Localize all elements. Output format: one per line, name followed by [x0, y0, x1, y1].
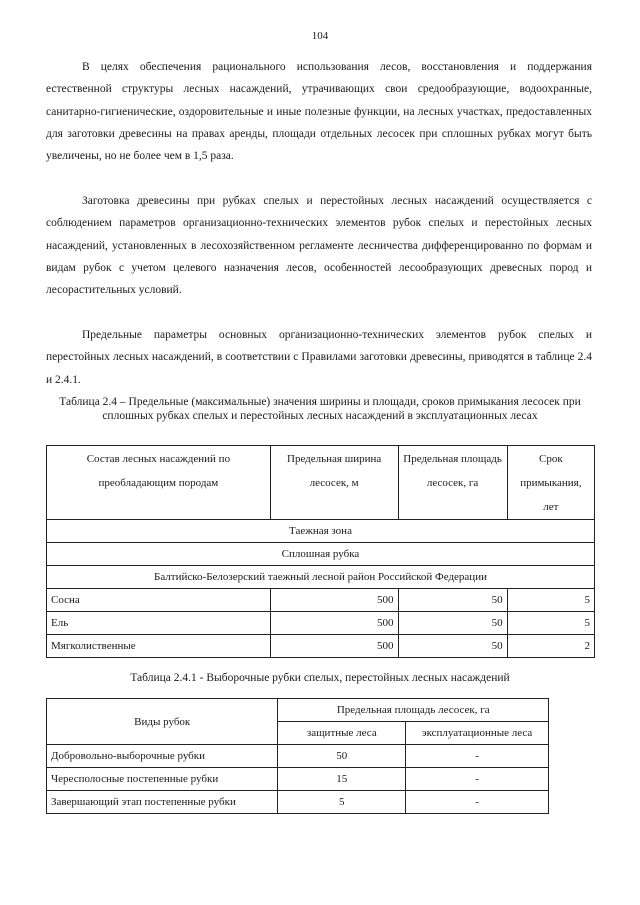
species-cell: Ель — [47, 612, 271, 635]
zone-cell: Таежная зона — [47, 520, 595, 543]
area-cell: 50 — [398, 612, 507, 635]
paragraph-2: Заготовка древесины при рубках спелых и перестойных лесных насаждений осуществляется с соблюдением параметров организационно-технических элементов рубок спелых и перестойных лесных насаждений, установленных в лесохозяйственном регламенте лесничества дифференцированно по формам и видам рубок с учетом целевого назначения лесов, особенностей лесообразующих древесных пород и лесорастительных условий. — [46, 195, 592, 297]
felling-kind-cell: Чересполосные постепенные рубки — [47, 768, 278, 791]
header-protective-forests: защитные леса — [278, 722, 406, 745]
protective-value-cell: 50 — [278, 745, 406, 768]
header-exploitation-forests: эксплуатационные леса — [406, 722, 549, 745]
width-cell: 500 — [270, 635, 398, 658]
header-felling-kind: Виды рубок — [47, 699, 278, 745]
table-row — [47, 745, 549, 768]
zone-row — [47, 520, 595, 543]
species-cell: Сосна — [47, 589, 271, 612]
paragraph-3: Предельные параметры основных организационно-технических элементов рубок спелых и перестойных лесных насаждений, в соответствии с Правилами заготовки древесины, приводятся в таблице 2.4 и 2.4.1. — [46, 329, 592, 386]
header-area-limit: Предельная площадь лесосек, га — [278, 699, 549, 722]
header-area: Предельная площадь лесосек, га — [398, 446, 507, 520]
adjacency-cell: 5 — [507, 612, 594, 635]
protective-value-cell: 5 — [278, 791, 406, 814]
table-row — [47, 635, 595, 658]
table-2-4-1 — [46, 698, 549, 814]
header-adjacency: Срок примыкания, лет — [507, 446, 594, 520]
species-cell: Мягколиственные — [47, 635, 271, 658]
exploitation-value-cell: - — [406, 791, 549, 814]
protective-value-cell: 15 — [278, 768, 406, 791]
page-number: 104 — [311, 30, 329, 42]
table-row — [47, 612, 595, 635]
table-header-row — [47, 699, 549, 722]
adjacency-cell: 5 — [507, 589, 594, 612]
region-row — [47, 566, 595, 589]
table-2-4-caption: Таблица 2.4 – Предельные (максимальные) значения ширины и площади, сроков примыкания лесосек при сплошных рубках спелых и перестойных лесных насаждений в эксплуатационных лесах — [59, 396, 581, 422]
felling-kind-cell: Завершающий этап постепенные рубки — [47, 791, 278, 814]
paragraph-1: В целях обеспечения рационального использования лесов, восстановления и поддержания естественной структуры лесных насаждений, утрачивающих свои средообразующие, водоохранные, санитарно-гигиенические, оздоровительные и иные полезные функции, на лесных участках, предоставленных для заготовки древесины на правах аренды, площади отдельных лесосек при сплошных рубках могут быть увеличены, но не более чем в 1,5 раза. — [46, 61, 592, 163]
felling-type-cell: Сплошная рубка — [47, 543, 595, 566]
exploitation-value-cell: - — [406, 768, 549, 791]
table-header-row — [47, 446, 595, 520]
region-cell: Балтийско-Белозерский таежный лесной район Российской Федерации — [47, 566, 595, 589]
exploitation-value-cell: - — [406, 745, 549, 768]
width-cell: 500 — [270, 589, 398, 612]
table-row — [47, 589, 595, 612]
felling-kind-cell: Добровольно-выборочные рубки — [47, 745, 278, 768]
width-cell: 500 — [270, 612, 398, 635]
area-cell: 50 — [398, 589, 507, 612]
table-2-4 — [46, 445, 595, 658]
adjacency-cell: 2 — [507, 635, 594, 658]
header-width: Предельная ширина лесосек, м — [270, 446, 398, 520]
header-composition: Состав лесных насаждений по преобладающим породам — [47, 446, 271, 520]
table-2-4-1-caption: Таблица 2.4.1 - Выборочные рубки спелых, перестойных лесных насаждений — [130, 672, 510, 684]
table-row — [47, 768, 549, 791]
table-row — [47, 791, 549, 814]
area-cell: 50 — [398, 635, 507, 658]
felling-type-row — [47, 543, 595, 566]
